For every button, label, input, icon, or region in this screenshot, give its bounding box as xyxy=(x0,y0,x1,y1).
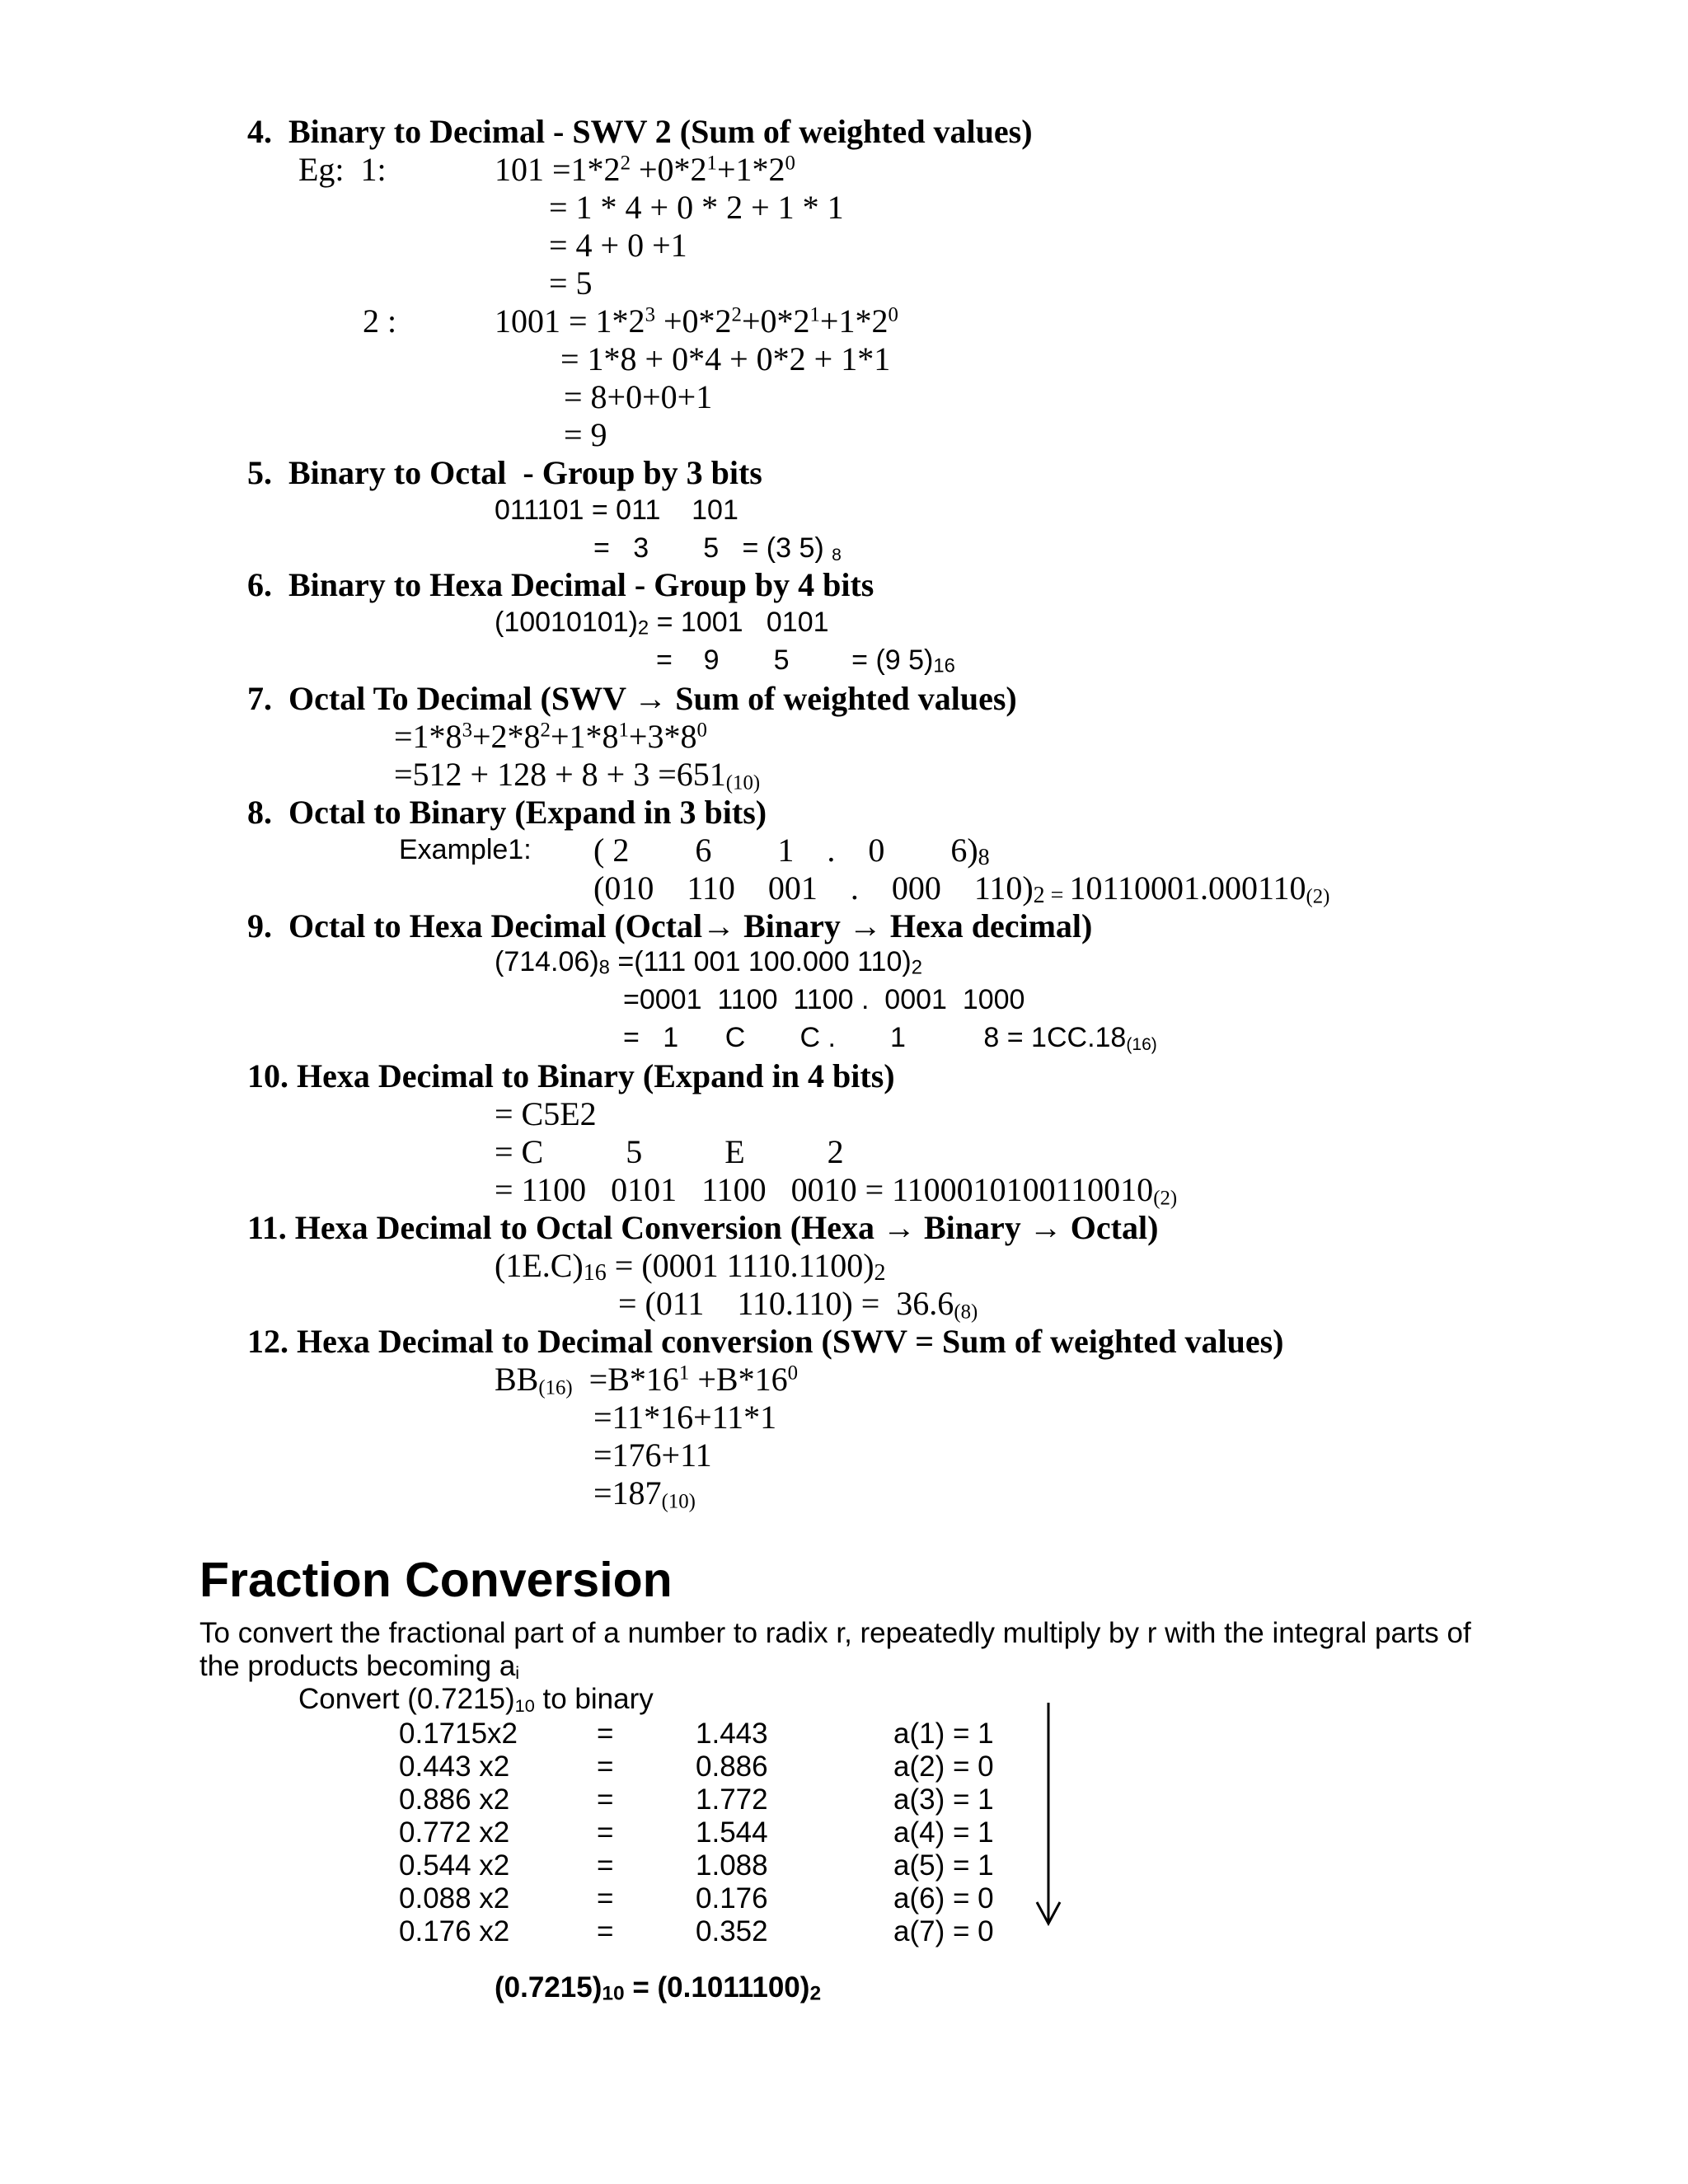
section-11-heading: 11. Hexa Decimal to Octal Conversion (Hexa → Binary → Octal) xyxy=(247,1209,1159,1246)
step-equals: = xyxy=(597,1849,614,1882)
step-result: 0.886 xyxy=(696,1750,768,1783)
section-5-line-2: = 3 5 = (3 5) 8 xyxy=(593,532,842,565)
table-row xyxy=(399,1882,1058,1915)
step-digit: a(6) = 0 xyxy=(893,1882,994,1915)
example-1-line-3: = 4 + 0 +1 xyxy=(549,227,687,264)
step-expression: 0.886 x2 xyxy=(399,1783,510,1816)
table-row xyxy=(399,1750,1058,1783)
fraction-conversion-title: Fraction Conversion xyxy=(199,1553,673,1607)
section-5-heading: 5. Binary to Octal - Group by 3 bits xyxy=(247,454,762,491)
section-12-line-1: $BB(16) =B*16^1 +B*16^0$ xyxy=(495,1361,798,1399)
section-6-line-1: (10010101)2 = 1001 0101 xyxy=(495,607,829,640)
step-expression: 0.088 x2 xyxy=(399,1882,510,1915)
section-9-line-2: =0001 1100 1100 . 0001 1000 xyxy=(623,984,1025,1015)
step-result: 0.176 xyxy=(696,1882,768,1915)
section-12-line-4: =187(10) xyxy=(593,1474,696,1513)
down-arrow-icon xyxy=(1032,1699,1065,1927)
step-expression: 0.1715x2 xyxy=(399,1718,518,1750)
example-1-label: Example1: xyxy=(399,834,532,865)
table-row xyxy=(399,1718,1058,1750)
section-6-heading: 6. Binary to Hexa Decimal - Group by 4 bits xyxy=(247,566,874,603)
step-digit: a(3) = 1 xyxy=(893,1783,994,1816)
example-1-line-4: = 5 xyxy=(549,265,593,302)
section-7-heading: 7. Octal To Decimal (SWV → Sum of weighted values) xyxy=(247,680,1017,717)
section-12-line-3: =176+11 xyxy=(593,1436,712,1474)
step-digit: a(5) = 1 xyxy=(893,1849,994,1882)
table-row xyxy=(399,1783,1058,1816)
section-5-line-1: 011101 = 011 101 xyxy=(495,494,738,526)
step-result: 1.544 xyxy=(696,1816,768,1849)
example-1-line-2: = 1 * 4 + 0 * 2 + 1 * 1 xyxy=(549,189,844,226)
example-2-label: 2 : xyxy=(363,302,397,340)
right-arrow-icon: → xyxy=(882,1209,916,1246)
step-result: 0.352 xyxy=(696,1915,768,1947)
fraction-paragraph-line-2: the products becoming ai xyxy=(199,1650,520,1683)
example-1-line-1: $101 =1*2^2 +0*2^1+1*2^0$ xyxy=(495,151,795,188)
section-8-heading: 8. Octal to Binary (Expand in 3 bits) xyxy=(247,794,767,831)
table-row xyxy=(399,1849,1058,1882)
fraction-paragraph-line-1: To convert the fractional part of a number to radix r, repeatedly multiply by r with the integral parts of xyxy=(199,1617,1471,1649)
example-label: Eg: 1: xyxy=(298,151,387,188)
table-row xyxy=(399,1816,1058,1849)
step-equals: = xyxy=(597,1882,614,1915)
section-7-line-1: $=1*8^3+2*8^2+1*8^1+3*8^0$ xyxy=(394,718,707,755)
right-arrow-icon: → xyxy=(634,680,668,717)
example-2-line-1: $1001 = 1*2^3 +0*2^2+0*2^1+1*2^0$ xyxy=(495,302,898,340)
step-equals: = xyxy=(597,1750,614,1783)
section-7-line-2: =512 + 128 + 8 + 3 =651(10) xyxy=(394,756,761,794)
step-equals: = xyxy=(597,1783,614,1816)
convert-instruction: Convert (0.7215)10 to binary xyxy=(298,1683,654,1716)
section-9-line-3: = 1 C C . 1 8 = 1CC.18(16) xyxy=(623,1022,1157,1054)
step-result: 1.088 xyxy=(696,1849,768,1882)
section-10-line-3: = 1100 0101 1100 0010 = 1100010100110010(2) xyxy=(495,1171,1178,1210)
step-expression: 0.443 x2 xyxy=(399,1750,510,1783)
section-12-line-2: =11*16+11*1 xyxy=(593,1399,777,1436)
section-8-line-2: (010 110 001 . 000 110)2 = 10110001.000110(2) xyxy=(593,869,1330,909)
section-10-line-2: = C 5 E 2 xyxy=(495,1133,844,1170)
step-digit: a(7) = 0 xyxy=(893,1915,994,1947)
step-equals: = xyxy=(597,1915,614,1947)
step-expression: 0.544 x2 xyxy=(399,1849,510,1882)
right-arrow-icon: → xyxy=(848,907,882,944)
step-result: 1.443 xyxy=(696,1718,768,1750)
right-arrow-icon: → xyxy=(702,907,736,944)
section-10-heading: 10. Hexa Decimal to Binary (Expand in 4 bits) xyxy=(247,1057,895,1094)
step-digit: a(1) = 1 xyxy=(893,1718,994,1750)
section-11-line-1: (1E.C)16 = (0001 1110.1100)2 xyxy=(495,1247,886,1286)
section-6-line-2: = 9 5 = (9 5)16 xyxy=(656,644,955,677)
step-digit: a(2) = 0 xyxy=(893,1750,994,1783)
section-9-heading: 9. Octal to Hexa Decimal (Octal→ Binary → Hexa decimal) xyxy=(247,907,1093,944)
step-result: 1.772 xyxy=(696,1783,768,1816)
step-equals: = xyxy=(597,1816,614,1849)
step-digit: a(4) = 1 xyxy=(893,1816,994,1849)
table-row xyxy=(399,1915,1058,1948)
section-8-line-1: ( 2 6 1 . 0 6)8 xyxy=(593,832,990,871)
example-2-line-3: = 8+0+0+1 xyxy=(564,378,713,415)
step-expression: 0.176 x2 xyxy=(399,1915,510,1947)
section-12-heading: 12. Hexa Decimal to Decimal conversion (SWV = Sum of weighted values) xyxy=(247,1323,1284,1360)
example-2-line-2: = 1*8 + 0*4 + 0*2 + 1*1 xyxy=(560,340,891,377)
section-10-line-1: = C5E2 xyxy=(495,1095,597,1132)
section-11-line-2: = (011 110.110) = 36.6(8) xyxy=(618,1285,978,1324)
step-equals: = xyxy=(597,1718,614,1750)
example-2-line-4: = 9 xyxy=(564,416,607,453)
right-arrow-icon: → xyxy=(1029,1209,1062,1246)
fraction-result: (0.7215)10 = (0.1011100)2 xyxy=(495,1971,822,2005)
step-expression: 0.772 x2 xyxy=(399,1816,510,1849)
section-4-heading: 4. Binary to Decimal - SWV 2 (Sum of weighted values) xyxy=(247,113,1033,150)
section-9-line-1: (714.06)8 =(111 001 100.000 110)2 xyxy=(495,946,922,979)
